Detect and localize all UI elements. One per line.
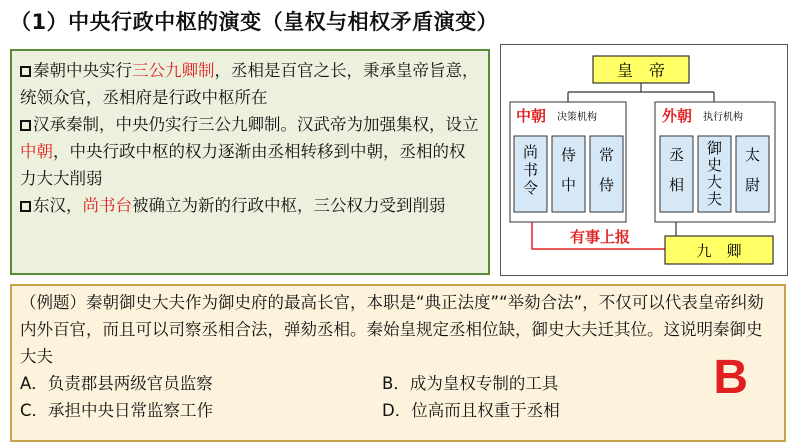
square-bullet-icon [20,66,31,77]
inner-office-label: 常侍 [598,146,615,194]
nine-ministers-label: 九 卿 [696,242,742,260]
inner-court-label: 中朝 [516,107,547,125]
outer-office-label: 御史大夫 [706,139,723,208]
summary-paragraph-qin [20,57,480,111]
outer-office-label: 丞相 [668,146,685,194]
option-c[interactable]: C．承担中央日常监察工作 [20,401,214,420]
question-text: （例题）秦朝御史大夫作为御史府的最高长官，本职是“典正法度”“举劾合法”，不仅可以代表皇帝纠劾内外百官，而且可以司察丞相合法，弹劾丞相。秦始皇规定丞相位缺，御史大夫迁其位。这说明秦御史大夫 [20,293,764,366]
outer-court-desc: 执行机构 [703,112,743,123]
emperor-label: 皇 帝 [616,61,666,80]
summary-text: 被确立为新的行政中枢，三公权力受到削弱 [132,196,446,215]
summary-box [10,49,490,275]
outer-office-label: 太尉 [744,146,761,194]
summary-text: ，中央行政中枢的权力逐渐由丞相转移到中朝，丞相的权力大大削弱 [20,142,466,188]
square-bullet-icon [20,120,31,131]
inner-office-label: 尚书令 [522,143,539,197]
highlight-text: 三公九卿制 [132,61,215,80]
summary-text: ，丞相是百官之长，秉承皇帝旨意，统领众官，丞相府是行政中枢所在 [20,61,479,107]
answer-letter: B [713,351,748,404]
summary-paragraph-han [20,111,480,192]
inner-office-label: 侍中 [560,146,577,194]
highlight-text: 尚书台 [82,196,132,215]
report-label: 有事上报 [570,228,631,246]
outer-court-label: 外朝 [662,107,693,125]
summary-text: 东汉， [33,196,83,215]
answer-options [20,370,776,424]
summary-paragraph-donghan [20,192,480,219]
summary-text: 汉承秦制，中央仍实行三公九卿制。汉武帝为加强集权，设立 [33,115,479,134]
inner-court-desc: 决策机构 [557,112,597,123]
square-bullet-icon [20,201,31,212]
summary-text: 秦朝中央实行 [33,61,132,80]
example-question-box [10,284,786,442]
option-d[interactable]: D．位高而且权重于丞相 [382,401,560,420]
option-b[interactable]: B．成为皇权专制的工具 [382,374,559,393]
highlight-text: 中朝 [20,142,53,161]
section-title: （1）中央行政中枢的演变（皇权与相权矛盾演变） [10,10,499,34]
court-structure-diagram [500,44,788,276]
option-a[interactable]: A．负责郡县两级官员监察 [20,374,213,393]
